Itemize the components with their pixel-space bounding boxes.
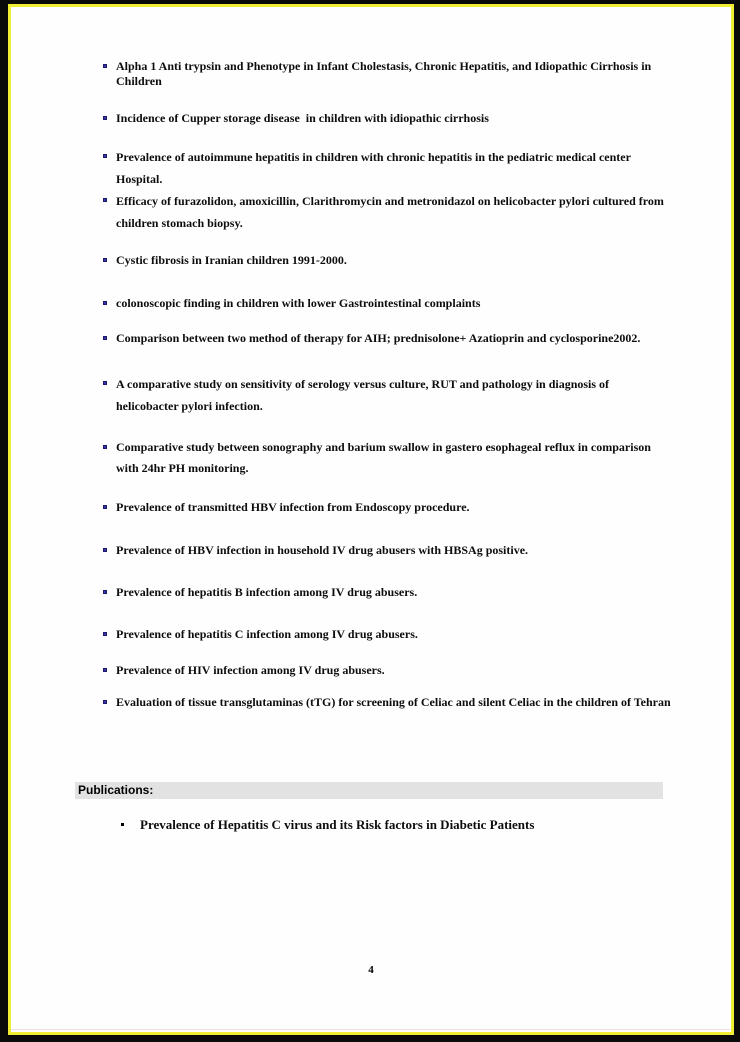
bullet-square-icon — [121, 823, 124, 826]
research-topic-text: Prevalence of autoimmune hepatitis in children with chronic hepatitis in the pediatric medical center Hospital. — [116, 150, 634, 186]
research-topic-item — [11, 253, 731, 268]
research-topic-item — [11, 111, 731, 126]
bullet-square-icon — [103, 700, 107, 704]
research-topic-text: Comparative study between sonography and barium swallow in gastero esophageal reflux in comparison with 24hr PH monitoring. — [116, 440, 654, 475]
publications-list — [11, 817, 731, 833]
publication-item — [11, 817, 731, 833]
publication-text: Prevalence of Hepatitis C virus and its Risk factors in Diabetic Patients — [140, 817, 535, 832]
research-topic-item — [11, 59, 731, 89]
research-topic-item — [11, 695, 731, 710]
research-topic-item — [11, 500, 731, 515]
scan-artifact-line — [11, 1029, 731, 1030]
bullet-square-icon — [103, 505, 107, 509]
publications-heading-bar — [75, 782, 663, 799]
research-topic-text: A comparative study on sensitivity of serology versus culture, RUT and pathology in diagnosis of helicobacter pylori infection. — [116, 377, 613, 413]
bullet-square-icon — [103, 116, 107, 120]
bullet-square-icon — [103, 198, 107, 202]
bullet-square-icon — [103, 154, 107, 158]
research-topic-item — [11, 585, 731, 600]
bullet-square-icon — [103, 301, 107, 305]
bullet-square-icon — [103, 632, 107, 636]
research-topic-item — [11, 373, 731, 417]
bullet-square-icon — [103, 590, 107, 594]
research-topic-text: colonoscopic finding in children with lower Gastrointestinal complaints — [116, 296, 481, 310]
bullet-square-icon — [103, 668, 107, 672]
research-topic-text: Evaluation of tissue transglutaminas (tTG) for screening of Celiac and silent Celiac in the children of Tehran — [116, 695, 671, 709]
page-number: 4 — [368, 964, 374, 976]
research-topic-item — [11, 663, 731, 678]
research-topic-text: Prevalence of transmitted HBV infection from Endoscopy procedure. — [116, 500, 470, 514]
research-topic-text: Prevalence of HBV infection in household IV drug abusers with HBSAg positive. — [116, 543, 529, 557]
research-topic-item — [11, 146, 731, 190]
research-topic-item — [11, 543, 731, 558]
research-topic-text: Cystic fibrosis in Iranian children 1991-2000. — [116, 253, 347, 267]
publications-heading: Publications: — [78, 783, 154, 797]
bullet-square-icon — [103, 548, 107, 552]
research-topic-text: Prevalence of hepatitis C infection among IV drug abusers. — [116, 627, 418, 641]
research-topics-list — [11, 7, 731, 710]
bullet-square-icon — [103, 258, 107, 262]
research-topic-text: Incidence of Cupper storage disease in children with idiopathic cirrhosis — [116, 111, 489, 125]
document-page — [8, 4, 734, 1035]
bullet-square-icon — [103, 336, 107, 340]
research-topic-item — [11, 437, 731, 479]
research-topic-item — [11, 331, 731, 346]
research-topic-text: Comparison between two method of therapy for AIH; prednisolone+ Azatioprin and cyclosporine2002. — [116, 331, 641, 345]
research-topic-item — [11, 627, 731, 642]
research-topic-item — [11, 190, 731, 234]
research-topic-text: Alpha 1 Anti trypsin and Phenotype in Infant Cholestasis, Chronic Hepatitis, and Idiopathic Cirrhosis in Children — [116, 59, 655, 88]
bullet-square-icon — [103, 445, 107, 449]
bullet-square-icon — [103, 381, 107, 385]
research-topic-item — [11, 296, 731, 311]
bullet-square-icon — [103, 64, 107, 68]
research-topic-text: Efficacy of furazolidon, amoxicillin, Clarithromycin and metronidazol on helicobacter pylori cultured from children stomach biopsy. — [116, 194, 667, 230]
research-topic-text: Prevalence of HIV infection among IV drug abusers. — [116, 663, 385, 677]
research-topic-text: Prevalence of hepatitis B infection among IV drug abusers. — [116, 585, 418, 599]
